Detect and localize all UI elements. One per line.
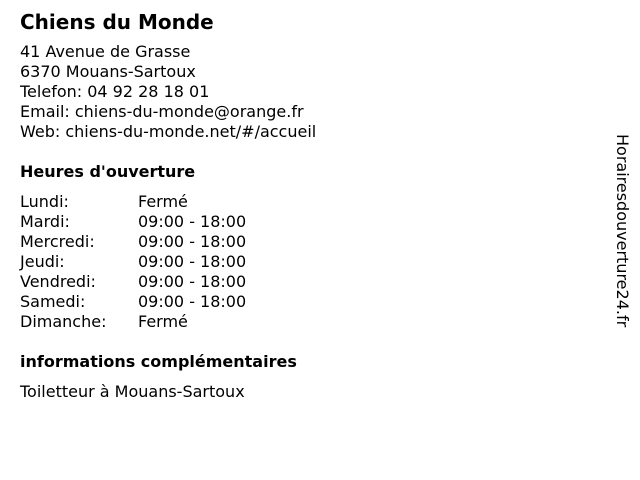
hours-row-dimanche xyxy=(20,312,590,332)
extra-info-heading: informations complémentaires xyxy=(20,352,297,371)
business-name: Chiens du Monde xyxy=(20,10,214,34)
phone-line: Telefon: 04 92 28 18 01 xyxy=(20,82,210,101)
extra-info-text: Toiletteur à Mouans-Sartoux xyxy=(20,382,245,401)
opening-hours-table xyxy=(20,192,590,332)
hours-row-mercredi xyxy=(20,232,590,252)
site-watermark: Horairesdouverture24.fr xyxy=(613,134,632,328)
hours-day: Lundi: xyxy=(20,192,69,211)
hours-time: 09:00 - 18:00 xyxy=(138,212,247,231)
hours-day: Mardi: xyxy=(20,212,70,231)
hours-day: Samedi: xyxy=(20,292,86,311)
business-info-content xyxy=(20,10,590,402)
hours-time: Fermé xyxy=(138,192,188,211)
hours-day: Mercredi: xyxy=(20,232,95,251)
hours-row-lundi xyxy=(20,192,590,212)
hours-row-mardi xyxy=(20,212,590,232)
hours-row-samedi xyxy=(20,292,590,312)
opening-hours-heading: Heures d'ouverture xyxy=(20,162,196,181)
web-line: Web: chiens-du-monde.net/#/accueil xyxy=(20,122,317,141)
hours-day: Dimanche: xyxy=(20,312,107,331)
hours-time: 09:00 - 18:00 xyxy=(138,252,247,271)
hours-time: Fermé xyxy=(138,312,188,331)
address-line-2: 6370 Mouans-Sartoux xyxy=(20,62,196,81)
hours-row-vendredi xyxy=(20,272,590,292)
address-line-1: 41 Avenue de Grasse xyxy=(20,42,191,61)
hours-row-jeudi xyxy=(20,252,590,272)
email-line: Email: chiens-du-monde@orange.fr xyxy=(20,102,304,121)
hours-day: Vendredi: xyxy=(20,272,96,291)
hours-time: 09:00 - 18:00 xyxy=(138,292,247,311)
hours-day: Jeudi: xyxy=(20,252,65,271)
hours-time: 09:00 - 18:00 xyxy=(138,232,247,251)
hours-time: 09:00 - 18:00 xyxy=(138,272,247,291)
